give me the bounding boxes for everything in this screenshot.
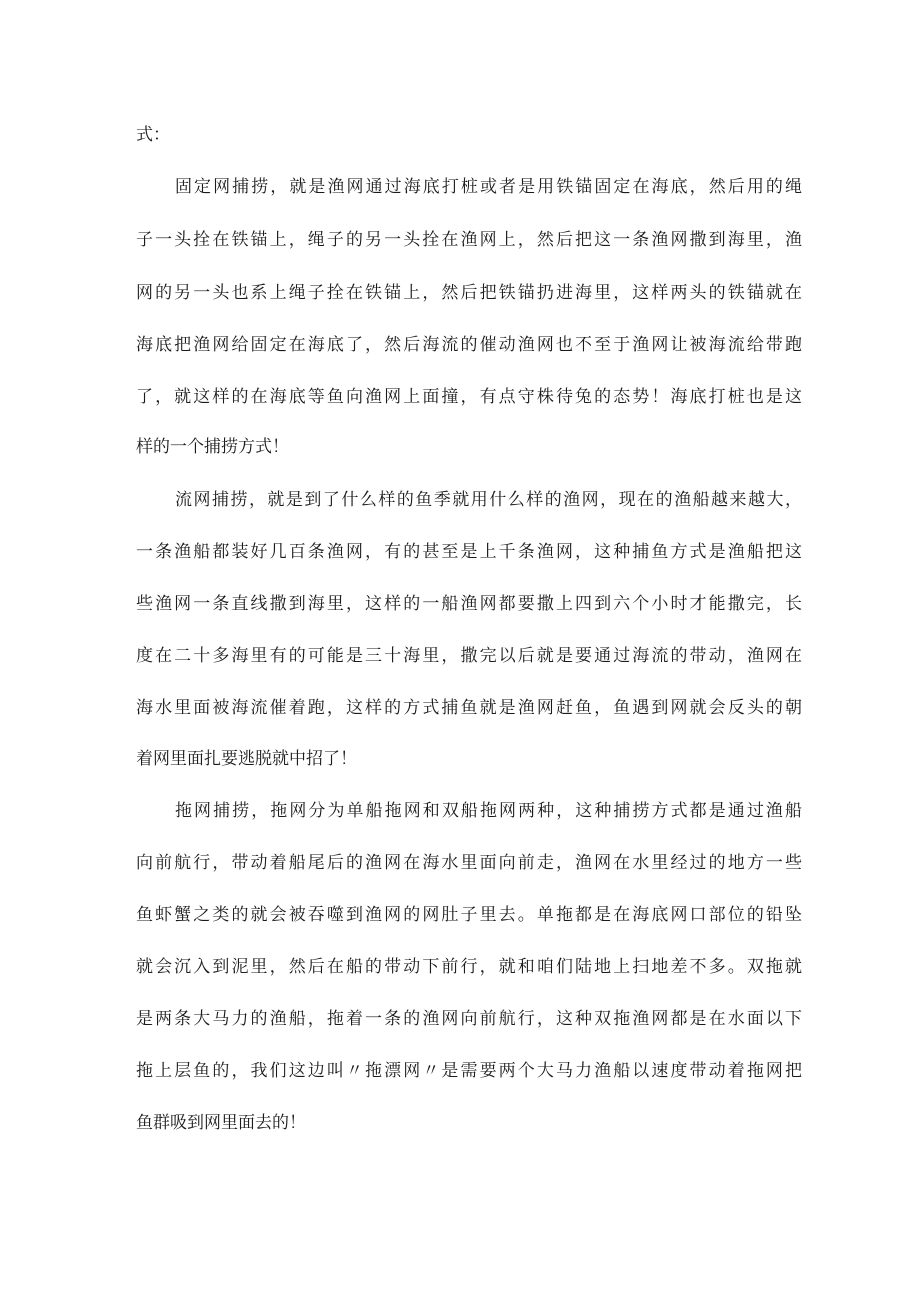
text-line: 式：: [136, 125, 170, 145]
paragraph-start-line: 流网捕捞，就是到了什么样的鱼季就用什么样的渔网，现在的渔船越来越大，: [175, 490, 802, 510]
text-line: 些渔网一条直线撒到海里，这样的一船渔网都要撒上四到六个小时才能撒完，长: [136, 594, 802, 614]
text-line: 鱼群吸到网里面去的！: [136, 1113, 306, 1133]
text-line: 就会沉入到泥里，然后在船的带动下前行，就和咱们陆地上扫地差不多。双拖就: [136, 957, 802, 977]
text-line: 海水里面被海流催着跑，这样的方式捕鱼就是渔网赶鱼，鱼遇到网就会反头的朝: [136, 698, 802, 718]
text-line: 着网里面扎要逃脱就中招了！: [136, 749, 357, 769]
text-line: 一条渔船都装好几百条渔网，有的甚至是上千条渔网，这种捕鱼方式是渔船把这: [136, 542, 802, 562]
text-line: 子一头拴在铁锚上，绳子的另一头拴在渔网上，然后把这一条渔网撒到海里，渔: [136, 230, 802, 250]
paragraph-start-line: 拖网捕捞，拖网分为单船拖网和双船拖网两种，这种捕捞方式都是通过渔船: [175, 801, 802, 821]
text-line: 网的另一头也系上绳子拴在铁锚上，然后把铁锚扔进海里，这样两头的铁锚就在: [136, 283, 802, 303]
paragraph-start-line: 固定网捕捞，就是渔网通过海底打桩或者是用铁锚固定在海底，然后用的绳: [175, 177, 802, 197]
text-line: 了，就这样的在海底等鱼向渔网上面撞，有点守株待兔的态势！海底打桩也是这: [136, 387, 802, 407]
text-line: 度在二十多海里有的可能是三十海里，撒完以后就是要通过海流的带动，渔网在: [136, 646, 802, 666]
text-line: 鱼虾蟹之类的就会被吞噬到渔网的网肚子里去。单拖都是在海底网口部位的铅坠: [136, 905, 802, 925]
text-line: 样的一个捕捞方式！: [136, 437, 289, 457]
text-line: 拖上层鱼的，我们这边叫〃拖漂网〃是需要两个大马力渔船以速度带动着拖网把: [136, 1061, 802, 1081]
text-line: 海底把渔网给固定在海底了，然后海流的催动渔网也不至于渔网让被海流给带跑: [136, 335, 802, 355]
text-line: 向前航行，带动着船尾后的渔网在海水里面向前走，渔网在水里经过的地方一些: [136, 853, 802, 873]
text-line: 是两条大马力的渔船，拖着一条的渔网向前航行，这种双拖渔网都是在水面以下: [136, 1009, 802, 1029]
